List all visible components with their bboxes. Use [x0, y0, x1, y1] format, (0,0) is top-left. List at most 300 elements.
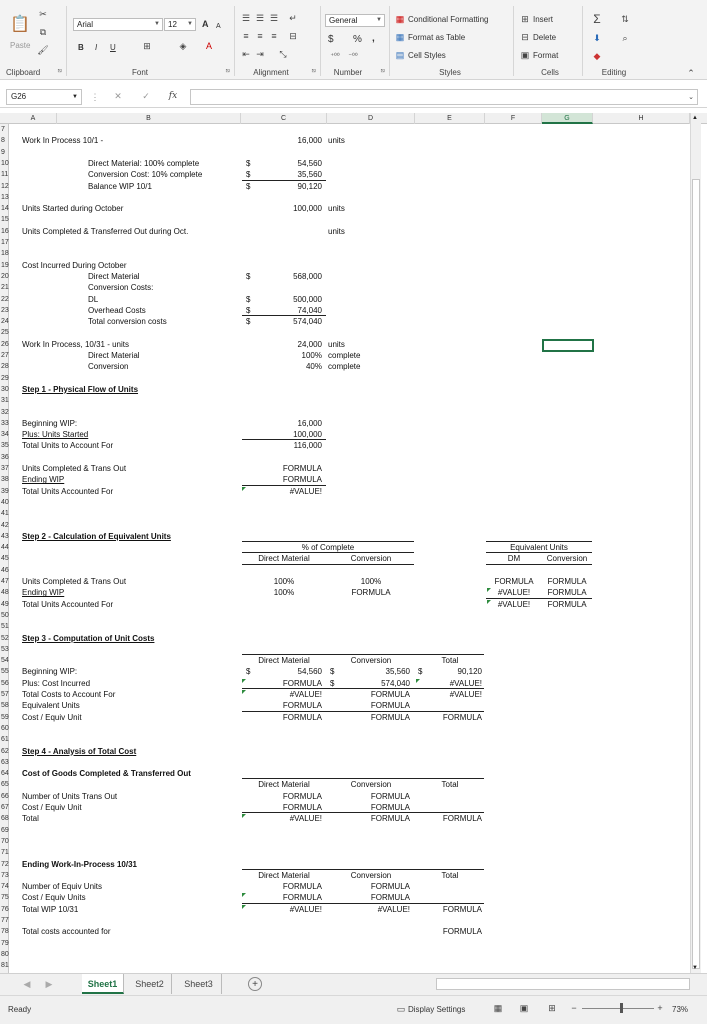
row-header[interactable]: 13	[1, 193, 9, 201]
cell-e-76[interactable]: FORMULA	[442, 904, 482, 914]
cell-c-27[interactable]: 100%	[301, 351, 322, 360]
conditional-formatting-button[interactable]: Conditional Formatting	[408, 15, 489, 24]
cell-e-65[interactable]: Total	[441, 780, 459, 790]
cell-c-58[interactable]: FORMULA	[282, 701, 322, 711]
cell-a-30[interactable]: Step 1 - Physical Flow of Units	[22, 384, 139, 394]
row-header[interactable]: 15	[1, 216, 9, 224]
cell-d-47[interactable]: 100%	[360, 577, 382, 586]
alignment-launcher-icon[interactable]: ⧅	[312, 68, 316, 74]
row-header[interactable]: 46	[1, 566, 9, 574]
row-header[interactable]: 27	[1, 352, 9, 359]
conditional-formatting-icon[interactable]: ▦	[395, 14, 405, 24]
column-header[interactable]: G	[542, 113, 593, 124]
autosum-icon[interactable]: Σ	[593, 12, 601, 26]
row-header[interactable]: 63	[1, 758, 9, 766]
cell-d-73[interactable]: Conversion	[350, 870, 392, 880]
row-header[interactable]: 19	[1, 261, 9, 269]
cell-e-currency-55[interactable]: $	[418, 667, 423, 677]
cell-c-34[interactable]: 100,000	[293, 430, 322, 440]
cell-a-35[interactable]: Total Units to Account For	[22, 441, 114, 451]
cell-a-66[interactable]: Number of Units Trans Out	[22, 791, 118, 801]
row-header[interactable]: 69	[1, 826, 9, 834]
cell-a-75[interactable]: Cost / Equiv Units	[22, 893, 86, 903]
tab-sheet3[interactable]: Sheet3	[176, 974, 222, 994]
cell-e-78[interactable]: FORMULA	[442, 927, 482, 937]
page-break-view-icon[interactable]: ⊞	[548, 1002, 556, 1013]
cell-d-16[interactable]: units	[328, 226, 345, 236]
cell-c-currency-10[interactable]: $	[246, 158, 251, 168]
row-header[interactable]: 11	[1, 171, 9, 179]
cell-d-14[interactable]: units	[328, 204, 345, 214]
cell-d-45[interactable]: Conversion	[350, 554, 392, 564]
row-header[interactable]: 61	[1, 736, 9, 744]
error-indicator-icon[interactable]	[242, 679, 246, 683]
display-settings-icon[interactable]: ▭	[396, 1003, 406, 1014]
display-settings-button[interactable]: Display Settings	[408, 1005, 466, 1014]
underline-button[interactable]: U	[110, 43, 116, 52]
cell-d-27[interactable]: complete	[328, 351, 361, 360]
row-header[interactable]: 29	[1, 374, 9, 382]
row-header[interactable]: 81	[1, 962, 9, 970]
tab-sheet2[interactable]: Sheet2	[128, 974, 172, 994]
row-header[interactable]: 80	[1, 950, 9, 958]
name-box[interactable]	[6, 89, 82, 105]
cell-c-47[interactable]: 100%	[273, 577, 295, 586]
row-header[interactable]: 67	[1, 804, 9, 811]
row-header[interactable]: 72	[1, 860, 9, 868]
tab-sheet1[interactable]: Sheet1	[82, 974, 124, 994]
column-header[interactable]: E	[415, 113, 485, 124]
error-indicator-icon[interactable]	[242, 487, 246, 491]
column-header[interactable]: H	[593, 113, 690, 124]
row-header[interactable]: 48	[1, 589, 9, 597]
cell-e-57[interactable]: #VALUE!	[449, 690, 482, 699]
indent-increase-icon[interactable]: ⇥	[256, 48, 264, 59]
row-header[interactable]: 49	[1, 600, 9, 608]
cell-b-22[interactable]: DL	[88, 294, 99, 304]
align-center-icon[interactable]: ≡	[257, 31, 263, 41]
row-header[interactable]: 57	[1, 691, 9, 698]
cell-d-75[interactable]: FORMULA	[370, 893, 410, 903]
fill-color-icon[interactable]: ◈	[179, 40, 187, 51]
cell-a-68[interactable]: Total	[22, 814, 39, 824]
cell-d-66[interactable]: FORMULA	[370, 791, 410, 801]
error-indicator-icon[interactable]	[416, 679, 420, 683]
row-header[interactable]: 50	[1, 611, 9, 619]
cell-c-28[interactable]: 40%	[305, 362, 322, 372]
formula-input[interactable]	[190, 89, 698, 105]
collapse-ribbon-icon[interactable]: ⌃	[687, 67, 695, 78]
font-size-dropdown[interactable]	[164, 18, 196, 31]
cell-a-62[interactable]: Step 4 - Analysis of Total Cost	[22, 746, 137, 756]
cell-d-26[interactable]: units	[328, 339, 345, 349]
row-header[interactable]: 70	[1, 837, 9, 845]
grow-font-button[interactable]: A	[202, 19, 209, 29]
row-header[interactable]: 41	[1, 510, 9, 518]
cell-a-38[interactable]: Ending WIP	[22, 475, 65, 485]
row-header[interactable]: 51	[1, 623, 9, 631]
comma-button[interactable]: ,	[372, 33, 375, 44]
cell-a-56[interactable]: Plus: Cost Incurred	[22, 678, 91, 688]
cell-a-67[interactable]: Cost / Equiv Unit	[22, 803, 82, 812]
cell-c-20[interactable]: 568,000	[293, 271, 322, 281]
clear-icon[interactable]: ◆	[593, 50, 601, 61]
cell-d-currency-55[interactable]: $	[330, 667, 335, 677]
cell-a-72[interactable]: Ending Work-In-Process 10/31	[22, 859, 137, 869]
worksheet-grid[interactable]	[0, 113, 707, 973]
row-header[interactable]: 9	[1, 148, 5, 156]
increase-decimal-icon[interactable]: ⁺⁰⁰	[330, 53, 340, 60]
row-header[interactable]: 39	[1, 487, 9, 495]
column-header[interactable]: A	[10, 113, 57, 124]
row-header[interactable]: 40	[1, 498, 9, 506]
cell-c-45[interactable]: Direct Material	[258, 554, 310, 564]
scroll-thumb[interactable]	[692, 179, 700, 969]
cell-c-currency-22[interactable]: $	[246, 294, 251, 304]
cut-icon[interactable]: ✂	[39, 8, 47, 19]
row-header[interactable]: 20	[1, 272, 9, 280]
row-header[interactable]: 42	[1, 521, 9, 529]
cell-c-55[interactable]: 54,560	[297, 667, 322, 677]
cell-b-12[interactable]: Balance WIP 10/1	[88, 181, 152, 191]
next-sheet-icon[interactable]: ▶	[45, 978, 53, 989]
format-as-table-icon[interactable]: ▦	[395, 32, 405, 42]
row-header[interactable]: 47	[1, 578, 9, 585]
error-indicator-icon[interactable]	[487, 588, 491, 592]
cell-a-14[interactable]: Units Started during October	[22, 204, 124, 214]
cell-e-59[interactable]: FORMULA	[442, 712, 482, 722]
error-indicator-icon[interactable]	[242, 905, 246, 909]
zoom-out-icon[interactable]: −	[571, 1003, 577, 1013]
number-format-dropdown[interactable]	[325, 14, 385, 27]
scroll-up-icon[interactable]: ▲	[692, 115, 698, 121]
cell-d-28[interactable]: complete	[328, 362, 361, 372]
row-header[interactable]: 16	[1, 227, 9, 235]
percent-button[interactable]: %	[353, 34, 362, 45]
row-header[interactable]: 73	[1, 871, 9, 879]
paste-icon[interactable]: 📋	[10, 16, 30, 33]
normal-view-icon[interactable]: ▦	[493, 1002, 503, 1013]
row-header[interactable]: 78	[1, 928, 9, 936]
row-header[interactable]: 56	[1, 679, 9, 687]
row-header[interactable]: 62	[1, 747, 9, 755]
row-header[interactable]: 74	[1, 883, 9, 891]
row-header[interactable]: 65	[1, 781, 9, 789]
align-top-icon[interactable]: ☰	[241, 12, 251, 23]
column-header[interactable]: D	[327, 113, 415, 124]
row-header[interactable]: 10	[1, 159, 9, 167]
cell-b-28[interactable]: Conversion	[88, 362, 129, 372]
cell-a-64[interactable]: Cost of Goods Completed & Transferred Out	[22, 769, 191, 779]
row-header[interactable]: 38	[1, 476, 9, 484]
column-header[interactable]: B	[57, 113, 241, 124]
row-header[interactable]: 52	[1, 634, 9, 642]
cell-a-76[interactable]: Total WIP 10/31	[22, 904, 79, 914]
cell-c-57[interactable]: #VALUE!	[289, 690, 322, 699]
cell-a-34[interactable]: Plus: Units Started	[22, 430, 89, 440]
cell-d-currency-56[interactable]: $	[330, 678, 335, 688]
error-indicator-icon[interactable]	[242, 690, 246, 694]
cell-d-67[interactable]: FORMULA	[370, 803, 410, 812]
row-header[interactable]: 68	[1, 815, 9, 823]
italic-button[interactable]: I	[95, 43, 98, 52]
wrap-text-icon[interactable]: ↵	[289, 12, 297, 23]
error-indicator-icon[interactable]	[242, 893, 246, 897]
cell-a-78[interactable]: Total costs accounted for	[22, 927, 111, 937]
paste-button-label[interactable]: Paste	[10, 41, 31, 50]
cell-c-38[interactable]: FORMULA	[282, 475, 322, 485]
cell-c-39[interactable]: #VALUE!	[289, 486, 322, 496]
cell-a-57[interactable]: Total Costs to Account For	[22, 690, 116, 699]
page-layout-view-icon[interactable]: ▣	[519, 1002, 529, 1013]
cell-d-55[interactable]: 35,560	[385, 667, 410, 677]
cell-c-76[interactable]: #VALUE!	[289, 904, 322, 914]
cell-d-54[interactable]: Conversion	[350, 656, 392, 666]
format-cells-icon[interactable]: ▣	[520, 50, 530, 60]
cell-styles-button[interactable]: Cell Styles	[408, 51, 446, 60]
row-header[interactable]: 8	[1, 137, 5, 145]
cell-f-49[interactable]: #VALUE!	[497, 599, 531, 609]
cell-a-37[interactable]: Units Completed & Trans Out	[22, 464, 127, 473]
align-middle-icon[interactable]: ☰	[255, 12, 265, 23]
row-header[interactable]: 36	[1, 453, 9, 461]
cell-d-74[interactable]: FORMULA	[370, 882, 410, 892]
new-sheet-icon[interactable]: +	[248, 977, 262, 991]
cell-b-11[interactable]: Conversion Cost: 10% complete	[88, 170, 203, 180]
cell-styles-icon[interactable]: ▤	[395, 50, 405, 60]
column-header[interactable]: F	[485, 113, 542, 124]
cell-c-48[interactable]: 100%	[273, 588, 295, 598]
cell-a-33[interactable]: Beginning WIP:	[22, 418, 78, 428]
cell-c-12[interactable]: 90,120	[297, 181, 322, 191]
prev-sheet-icon[interactable]: ◀	[23, 978, 31, 989]
row-header[interactable]: 23	[1, 306, 9, 314]
cell-c-11[interactable]: 35,560	[297, 170, 322, 180]
cell-e-54[interactable]: Total	[441, 656, 459, 666]
cell-c-75[interactable]: FORMULA	[282, 893, 322, 903]
cell-a-48[interactable]: Ending WIP	[22, 588, 65, 598]
error-indicator-icon[interactable]	[242, 814, 246, 818]
cell-c-73[interactable]: Direct Material	[258, 870, 310, 880]
cell-c-56[interactable]: FORMULA	[282, 678, 322, 688]
cell-a-59[interactable]: Cost / Equiv Unit	[22, 712, 82, 722]
row-header[interactable]: 25	[1, 329, 9, 337]
row-header[interactable]: 24	[1, 318, 9, 326]
cell-c-68[interactable]: #VALUE!	[289, 814, 322, 824]
horizontal-scrollbar[interactable]	[436, 978, 690, 990]
row-header[interactable]: 45	[1, 555, 9, 563]
row-header[interactable]: 75	[1, 894, 9, 902]
cell-e-73[interactable]: Total	[441, 870, 459, 880]
selected-cell[interactable]	[542, 339, 594, 352]
shrink-font-button[interactable]: A	[216, 23, 221, 30]
cell-d-56[interactable]: 574,040	[381, 678, 410, 688]
cell-c-14[interactable]: 100,000	[293, 204, 322, 214]
cell-d-68[interactable]: FORMULA	[370, 814, 410, 824]
indent-decrease-icon[interactable]: ⇤	[242, 48, 250, 59]
insert-button[interactable]: Insert	[533, 15, 554, 24]
cancel-icon[interactable]: ✕	[114, 90, 122, 101]
cell-g-48[interactable]: FORMULA	[547, 588, 587, 598]
cell-d-59[interactable]: FORMULA	[370, 712, 410, 722]
cell-c-67[interactable]: FORMULA	[282, 803, 322, 812]
zoom-level[interactable]: 73%	[672, 1005, 689, 1014]
merge-center-icon[interactable]: ⊟	[289, 30, 297, 41]
align-right-icon[interactable]: ≡	[271, 31, 277, 41]
cell-f-47[interactable]: FORMULA	[494, 577, 534, 586]
row-header[interactable]: 32	[1, 408, 9, 416]
row-header[interactable]: 12	[1, 182, 9, 190]
cell-b-21[interactable]: Conversion Costs:	[88, 283, 154, 293]
row-header[interactable]: 22	[1, 295, 9, 303]
cell-c-66[interactable]: FORMULA	[282, 791, 322, 801]
row-header[interactable]: 71	[1, 849, 9, 857]
row-header[interactable]: 18	[1, 250, 9, 258]
row-header[interactable]: 77	[1, 917, 9, 924]
align-bottom-icon[interactable]: ☰	[269, 12, 279, 23]
decrease-decimal-icon[interactable]: ⁻⁰⁰	[348, 53, 358, 60]
cell-c-26[interactable]: 24,000	[297, 339, 322, 349]
currency-button[interactable]: $	[328, 34, 334, 45]
cell-d-76[interactable]: #VALUE!	[377, 904, 410, 914]
cell-c-24[interactable]: 574,040	[293, 317, 322, 327]
find-select-icon[interactable]: ⌕	[622, 32, 628, 43]
delete-cells-icon[interactable]: ⊟	[521, 32, 529, 42]
cell-a-74[interactable]: Number of Equiv Units	[22, 882, 103, 892]
row-header[interactable]: 26	[1, 340, 9, 348]
cell-c-currency-24[interactable]: $	[246, 317, 251, 327]
row-header[interactable]: 34	[1, 431, 9, 439]
cell-d-58[interactable]: FORMULA	[370, 701, 410, 711]
borders-icon[interactable]: ⊞	[143, 40, 151, 51]
row-header[interactable]: 14	[1, 205, 9, 213]
font-color-icon[interactable]: A	[205, 41, 212, 51]
cell-a-39[interactable]: Total Units Accounted For	[22, 486, 114, 496]
cell-c-74[interactable]: FORMULA	[282, 882, 322, 892]
cell-cd-44[interactable]: % of Complete	[301, 543, 355, 553]
cell-a-16[interactable]: Units Completed & Transferred Out during Oct.	[22, 226, 189, 236]
cell-e-56[interactable]: #VALUE!	[449, 678, 482, 688]
align-left-icon[interactable]: ≡	[243, 31, 249, 41]
cell-c-65[interactable]: Direct Material	[258, 780, 310, 790]
row-header[interactable]: 28	[1, 363, 9, 371]
cell-g-45[interactable]: Conversion	[546, 554, 588, 564]
row-header[interactable]: 17	[1, 239, 9, 246]
row-header[interactable]: 66	[1, 792, 9, 800]
row-header[interactable]: 35	[1, 442, 9, 450]
cell-c-22[interactable]: 500,000	[293, 294, 322, 304]
font-name-dropdown[interactable]	[73, 18, 163, 31]
cell-f-45[interactable]: DM	[507, 554, 521, 564]
cell-b-27[interactable]: Direct Material	[88, 351, 140, 360]
cell-a-55[interactable]: Beginning WIP:	[22, 667, 78, 677]
font-launcher-icon[interactable]: ⧅	[226, 68, 230, 74]
cell-c-currency-23[interactable]: $	[246, 305, 251, 315]
cell-b-23[interactable]: Overhead Costs	[88, 305, 146, 315]
copy-icon[interactable]: ⧉	[39, 26, 47, 37]
cell-fg-44[interactable]: Equivalent Units	[510, 543, 568, 553]
cell-d-57[interactable]: FORMULA	[370, 690, 410, 699]
cell-b-20[interactable]: Direct Material	[88, 271, 140, 281]
cell-a-8[interactable]: Work In Process 10/1 -	[22, 136, 104, 146]
cell-c-currency-12[interactable]: $	[246, 181, 251, 191]
cell-d-48[interactable]: FORMULA	[351, 588, 391, 598]
row-header[interactable]: 64	[1, 770, 9, 778]
cell-g-47[interactable]: FORMULA	[547, 577, 587, 586]
cell-c-59[interactable]: FORMULA	[282, 712, 322, 722]
row-header[interactable]: 44	[1, 544, 9, 552]
cell-c-currency-55[interactable]: $	[246, 667, 251, 677]
fill-icon[interactable]: ⬇	[593, 32, 601, 43]
cell-a-43[interactable]: Step 2 - Calculation of Equivalent Units	[22, 531, 171, 541]
orientation-icon[interactable]: ⤡	[279, 48, 287, 59]
row-header[interactable]: 54	[1, 657, 9, 665]
cell-c-37[interactable]: FORMULA	[282, 464, 322, 473]
insert-function-icon[interactable]: fx	[168, 91, 178, 101]
cell-c-54[interactable]: Direct Material	[258, 656, 310, 666]
cell-a-19[interactable]: Cost Incurred During October	[22, 260, 127, 270]
bold-button[interactable]: B	[78, 43, 84, 52]
zoom-in-icon[interactable]: +	[657, 1003, 663, 1013]
clipboard-launcher-icon[interactable]: ⧅	[58, 68, 62, 74]
cell-c-33[interactable]: 16,000	[297, 418, 322, 428]
column-header[interactable]: C	[241, 113, 327, 124]
cell-c-currency-20[interactable]: $	[246, 271, 251, 281]
row-header[interactable]: 59	[1, 713, 9, 721]
number-launcher-icon[interactable]: ⧅	[381, 68, 385, 74]
scroll-down-icon[interactable]: ▼	[692, 965, 698, 971]
cell-c-currency-11[interactable]: $	[246, 170, 251, 180]
row-header[interactable]: 7	[1, 126, 5, 133]
enter-icon[interactable]: ✓	[142, 90, 150, 101]
cell-c-8[interactable]: 16,000	[297, 136, 322, 146]
delete-button[interactable]: Delete	[533, 33, 557, 42]
vertical-scrollbar[interactable]	[690, 113, 701, 973]
row-header[interactable]: 55	[1, 668, 9, 676]
zoom-slider-thumb[interactable]	[620, 1003, 623, 1013]
row-header[interactable]: 60	[1, 724, 9, 732]
cell-c-23[interactable]: 74,040	[297, 305, 322, 315]
cell-e-55[interactable]: 90,120	[457, 667, 482, 677]
format-painter-icon[interactable]: 🖌	[37, 44, 49, 55]
row-header[interactable]: 33	[1, 419, 9, 427]
cell-a-52[interactable]: Step 3 - Computation of Unit Costs	[22, 633, 155, 643]
row-header[interactable]: 53	[1, 645, 9, 653]
zoom-slider[interactable]	[582, 1008, 654, 1009]
row-header[interactable]: 58	[1, 702, 9, 710]
row-header[interactable]: 43	[1, 532, 9, 540]
error-indicator-icon[interactable]	[487, 600, 491, 604]
cell-a-49[interactable]: Total Units Accounted For	[22, 599, 114, 609]
row-header[interactable]: 21	[1, 284, 9, 292]
cell-a-58[interactable]: Equivalent Units	[22, 701, 80, 711]
insert-cells-icon[interactable]: ⊞	[521, 14, 529, 24]
cell-c-35[interactable]: 116,000	[293, 441, 322, 451]
format-button[interactable]: Format	[533, 51, 559, 60]
format-as-table-button[interactable]: Format as Table	[408, 33, 466, 42]
cell-b-24[interactable]: Total conversion costs	[88, 317, 167, 327]
cell-f-48[interactable]: #VALUE!	[497, 588, 531, 598]
row-header[interactable]: 76	[1, 905, 9, 913]
row-header[interactable]: 30	[1, 385, 9, 393]
cell-g-49[interactable]: FORMULA	[547, 599, 587, 609]
cell-a-26[interactable]: Work In Process, 10/31 - units	[22, 339, 130, 349]
cell-e-68[interactable]: FORMULA	[442, 814, 482, 824]
cell-a-47[interactable]: Units Completed & Trans Out	[22, 577, 127, 586]
cell-d-65[interactable]: Conversion	[350, 780, 392, 790]
sort-filter-icon[interactable]: ⇅	[621, 13, 629, 24]
cell-b-10[interactable]: Direct Material: 100% complete	[88, 158, 200, 168]
